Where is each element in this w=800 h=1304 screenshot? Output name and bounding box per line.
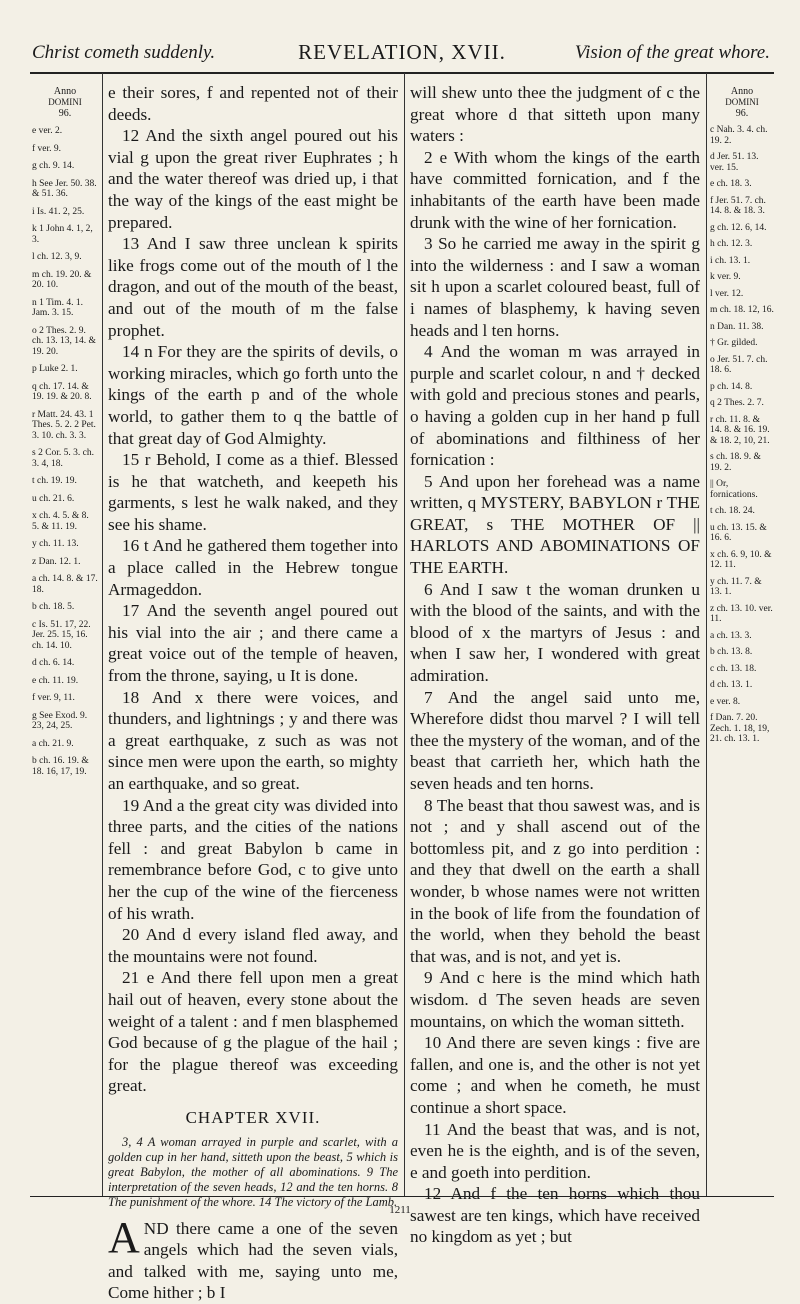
- chapter-heading: CHAPTER XVII.: [185, 1107, 321, 1127]
- margin-note: r Matt. 24. 43. 1 Thes. 5. 2. 2 Pet. 3. 10. ch. 3. 3.: [32, 409, 96, 441]
- verse: 10 And there are seven kings : five are fallen, and one is, and the other is not yet come ; and when he cometh, he must continue a short space.: [410, 1033, 700, 1117]
- margin-note: g ch. 9. 14.: [32, 161, 75, 171]
- column-divider: [404, 73, 405, 1196]
- verse: 12 And the sixth angel poured out his vial g upon the great river Euphrates ; h and the water thereof was dried up, i that the way of the kings of the east might be prepared.: [108, 126, 398, 232]
- margin-note: y ch. 11. 13.: [32, 539, 79, 549]
- verse: 7 And the angel said unto me, Wherefore didst thou marvel ? I will tell thee the mystery of the woman, and of the beast that carrieth her, which hath the seven heads and ten horns.: [410, 687, 700, 793]
- verse: 16 t And he gathered them together into a place called in the Hebrew tongue Armageddon.: [108, 536, 398, 599]
- drop-cap: A: [108, 1212, 140, 1262]
- margin-note: x ch. 6. 9, 10. & 12. 11.: [710, 549, 772, 570]
- verse: 15 r Behold, I come as a thief. Blessed is he that watcheth, and keepeth his garments, s lest he walk naked, and they see his shame.: [108, 450, 398, 534]
- verse-1: AND there came a one of the seven angels which had the seven vials, and talked with me, saying unto me, Come hither ; b I: [108, 1212, 398, 1303]
- anno-domini-right: Anno DOMINI 96.: [725, 86, 759, 119]
- verse: 19 And a the great city was divided into three parts, and the cities of the nations fell : and great Babylon b came in remembrance before God, c to give unto her the cup of the wine of the fierceness of his wrath.: [108, 795, 398, 923]
- margin-note: t ch. 18. 24.: [710, 506, 755, 516]
- margin-note: i Is. 41. 2, 25.: [32, 206, 85, 217]
- margin-note: d ch. 13. 1.: [710, 680, 753, 690]
- margin-note: y ch. 11. 7. & 13. 1.: [710, 576, 762, 597]
- margin-note: a ch. 21. 9.: [32, 738, 74, 749]
- margin-note: m ch. 18. 12, 16.: [710, 305, 774, 315]
- page-number: 1211: [389, 1204, 411, 1216]
- verse: 2 e With whom the kings of the earth have committed fornication, and f the inhabitants of the earth have been made drunk with the wine of her fornication.: [410, 147, 700, 232]
- margin-note: || Or, fornications.: [710, 479, 758, 500]
- verse: 18 And x there were voices, and thunders, and lightnings ; y and there was a great earthquake, z such as was not since men were upon the earth, so mighty an earthquake, and so great.: [108, 687, 398, 793]
- verse: 14 n For they are the spirits of devils, o working miracles, which go forth unto the kings of the earth p and of the whole world, to gather them to q the battle of that great day of God Almighty.: [108, 342, 398, 448]
- text-column-2: [410, 82, 700, 1248]
- margin-note: u ch. 21. 6.: [32, 493, 75, 504]
- margin-note: l ch. 12. 3, 9.: [32, 252, 82, 262]
- verse: 13 And I saw three unclean k spirits like frogs come out of the mouth of l the dragon, and out of the mouth of the beast, and out of the mouth of m the false prophet.: [108, 234, 398, 340]
- margin-note: b ch. 18. 5.: [32, 602, 75, 612]
- margin-note: f Dan. 7. 20. Zech. 1. 18, 19, 21. ch. 13. 1.: [710, 713, 770, 744]
- margin-note: e ver. 2.: [32, 126, 63, 136]
- margin-note: i ch. 13. 1.: [710, 255, 751, 266]
- margin-note: e ver. 8.: [710, 696, 741, 707]
- verse: 4 And the woman m was arrayed in purple and scarlet colour, n and † decked with gold and precious stones and pearls, o having a golden cup in her hand p full of abominations and filthiness of her fornication :: [410, 342, 700, 470]
- header-rule: [30, 72, 774, 74]
- margin-note: k 1 John 4. 1, 2, 3.: [32, 224, 93, 245]
- margin-note: a ch. 14. 8. & 17. 18.: [32, 574, 98, 595]
- margin-note: t ch. 19. 19.: [32, 476, 77, 486]
- margin-note: † Gr. gilded.: [710, 338, 758, 348]
- verse: 9 And c here is the mind which hath wisdom. d The seven heads are seven mountains, on which the woman sitteth.: [410, 968, 700, 1031]
- margin-note: f Jer. 51. 7. ch. 14. 8. & 18. 3.: [710, 195, 766, 216]
- margin-note: z ch. 13. 10. ver. 11.: [710, 603, 773, 624]
- verse: will shew unto thee the judgment of c the great whore d that sitteth upon many waters :: [410, 83, 700, 146]
- margin-note: e ch. 18. 3.: [710, 179, 752, 189]
- margin-note: d Jer. 51. 13. ver. 15.: [710, 152, 759, 173]
- header-left: Christ cometh suddenly.: [32, 42, 216, 63]
- text-column-1: [108, 82, 398, 1304]
- margin-note: c Nah. 3. 4. ch. 19. 2.: [710, 125, 768, 146]
- verse: 3 So he carried me away in the spirit g into the wilderness : and I saw a woman sit h upon a scarlet coloured beast, full of i names of blasphemy, k having seven heads and l ten horns.: [410, 234, 700, 340]
- margin-note: z Dan. 12. 1.: [32, 556, 81, 567]
- left-margin-divider: [102, 73, 103, 1196]
- margin-note: f ver. 9.: [32, 143, 62, 154]
- margin-note: s 2 Cor. 5. 3. ch. 3. 4, 18.: [32, 448, 95, 469]
- margin-note: h See Jer. 50. 38. & 51. 36.: [32, 178, 97, 199]
- margin-note: a ch. 13. 3.: [710, 630, 752, 641]
- verse: 6 And I saw t the woman drunken u with the blood of the saints, and with the blood of x the martyrs of Jesus : and when I saw her, I wondered with great admiration.: [410, 579, 700, 686]
- header-right: Vision of the great whore.: [574, 42, 770, 63]
- margin-note: b ch. 16. 19. & 18. 16, 17, 19.: [32, 756, 89, 777]
- margin-note: p ch. 14. 8.: [710, 381, 753, 392]
- margin-note: n 1 Tim. 4. 1. Jam. 3. 15.: [32, 297, 83, 318]
- anno-domini-left: Anno DOMINI 96.: [48, 86, 82, 119]
- margin-note: r ch. 11. 8. & 14. 8. & 16. 19. & 18. 2, 10, 21.: [710, 414, 770, 446]
- margin-note: d ch. 6. 14.: [32, 658, 75, 668]
- margin-note: f ver. 9, 11.: [32, 693, 75, 703]
- margin-note: m ch. 19. 20. & 20. 10.: [32, 269, 92, 290]
- footer-rule: [30, 1196, 774, 1197]
- margin-note: n Dan. 11. 38.: [710, 321, 764, 332]
- verse: 8 The beast that thou sawest was, and is not ; and y shall ascend out of the bottomless pit, and z go into perdition : and they that dwell on the earth a shall wonder, b whose names were not written in the book of life from the foundation of the world, when they behold the beast that was, and is not, and yet is.: [410, 795, 700, 966]
- right-margin-notes: [710, 86, 774, 745]
- left-margin-notes: [32, 86, 98, 777]
- margin-note: q 2 Thes. 2. 7.: [710, 398, 764, 408]
- margin-note: l ver. 12.: [710, 288, 744, 299]
- margin-note: g See Exod. 9. 23, 24, 25.: [32, 710, 88, 731]
- margin-note: s ch. 18. 9. & 19. 2.: [710, 452, 761, 473]
- chapter-summary: 3, 4 A woman arrayed in purple and scarlet, with a golden cup in her hand, sitteth upon the beast, 5 which is great Babylon, the mother of all abominations. 9 The interpretation of the seven heads, 12 and the ten horns. 8 The punishment of the whore. 14 The victory of the Lamb.: [108, 1134, 398, 1209]
- running-header: [30, 38, 774, 70]
- margin-note: c ch. 13. 18.: [710, 663, 757, 674]
- margin-note: q ch. 17. 14. & 19. 19. & 20. 8.: [32, 381, 92, 402]
- margin-note: p Luke 2. 1.: [32, 364, 78, 374]
- margin-note: b ch. 13. 8.: [710, 647, 753, 657]
- margin-note: x ch. 4. 5. & 8. 5. & 11. 19.: [32, 511, 89, 532]
- margin-note: u ch. 13. 15. & 16. 6.: [710, 522, 767, 543]
- verse: 20 And d every island fled away, and the mountains were not found.: [108, 925, 398, 966]
- verse: 12 And f the ten horns which thou sawest are ten kings, which have received no kingdom as yet ; but: [410, 1184, 700, 1247]
- verse: 21 e And there fell upon men a great hail out of heaven, every stone about the weight of a talent : and f men blasphemed God because of g the plague of the hail ; for the plague thereof was exceeding great.: [108, 968, 398, 1096]
- margin-note: c Is. 51. 17, 22. Jer. 25. 15, 16. ch. 14. 10.: [32, 619, 91, 651]
- verse: 11 And the beast that was, and is not, even he is the eighth, and is of the seven, e and goeth into perdition.: [410, 1119, 700, 1182]
- verse: 17 And the seventh angel poured out his vial into the air ; and there came a great voice out of the temple of heaven, from the throne, saying, u It is done.: [108, 601, 398, 686]
- margin-note: g ch. 12. 6, 14.: [710, 222, 767, 233]
- header-center: REVELATION, XVII.: [298, 40, 506, 64]
- margin-note: e ch. 11. 19.: [32, 675, 79, 686]
- verse: 5 And upon her forehead was a name written, q MYSTERY, BABYLON r THE GREAT, s THE MOTHER OF || HARLOTS AND ABOMINATIONS OF THE EARTH.: [410, 471, 700, 578]
- verse: e their sores, f and repented not of their deeds.: [108, 83, 398, 124]
- margin-note: o 2 Thes. 2. 9. ch. 13. 13, 14. & 19. 20.: [32, 325, 96, 357]
- margin-note: k ver. 9.: [710, 272, 741, 282]
- margin-note: o Jer. 51. 7. ch. 18. 6.: [710, 354, 768, 375]
- margin-note: h ch. 12. 3.: [710, 239, 753, 249]
- right-margin-divider: [706, 73, 707, 1196]
